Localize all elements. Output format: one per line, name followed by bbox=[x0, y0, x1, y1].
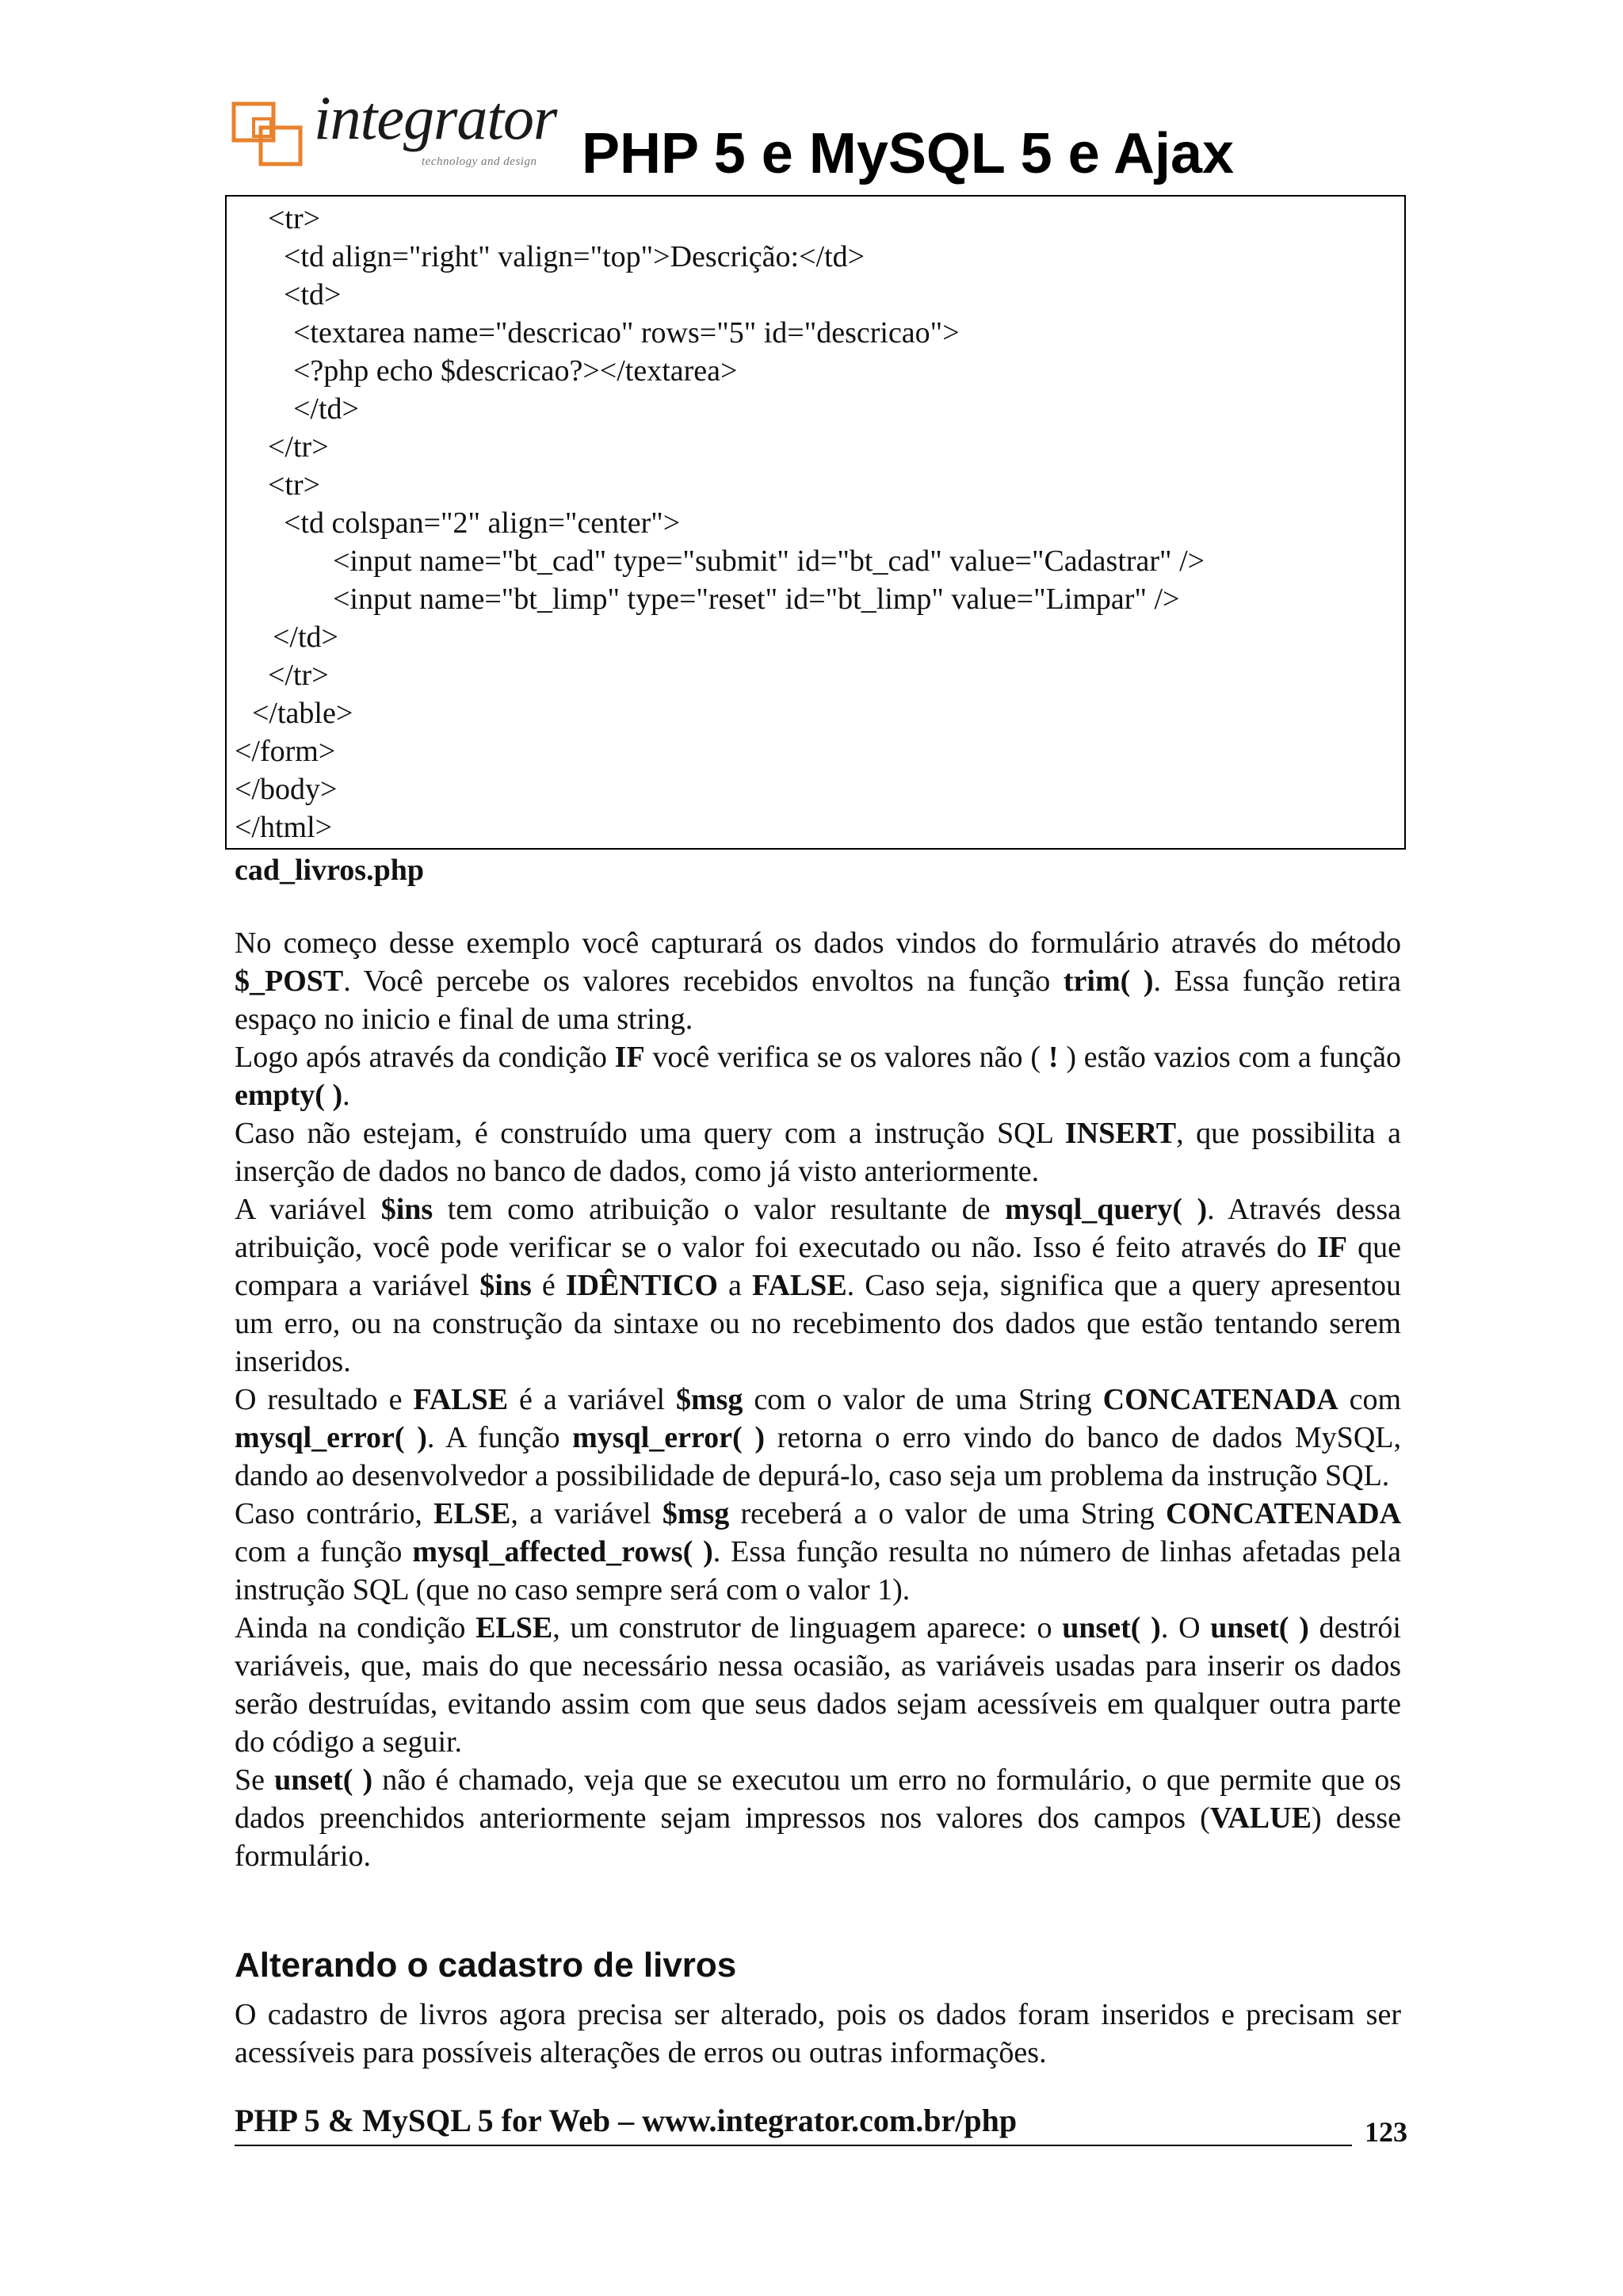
paragraph: O resultado e FALSE é a variável $msg com o valor de uma String CONCATENADA com mysql_error( ). A função mysql_error( ) retorna o erro vindo do banco de dados MySQL, dando ao desenvolvedor a possibilidade de depurá-lo, caso seja um problema da instrução SQL. bbox=[235, 1383, 1402, 1492]
logo-squares-icon bbox=[231, 101, 304, 168]
code-line: <textarea name="descricao" rows="5" id="descricao"> bbox=[293, 316, 960, 350]
paragraph: Se unset( ) não é chamado, veja que se executou um erro no formulário, o que permite que os dados preenchidos anteriormente sejam impressos nos valores dos campos (VALUE) desse formulário. bbox=[235, 1763, 1402, 1873]
paragraph: No começo desse exemplo você capturará os dados vindos do formulário através do método $_POST. Você percebe os valores recebidos envoltos na função trim( ). Essa função retira espaço no inicio e final de uma string. bbox=[235, 926, 1401, 1036]
body-text bbox=[235, 924, 1401, 1875]
page-number: 123 bbox=[1365, 2116, 1407, 2148]
code-line: <td colspan="2" align="center"> bbox=[284, 506, 681, 540]
paragraph: Caso contrário, ELSE, a variável $msg receberá a o valor de uma String CONCATENADA com a função mysql_affected_rows( ). Essa função resulta no número de linhas afetadas pela instrução SQL (que no caso sempre será com o valor 1). bbox=[235, 1497, 1402, 1606]
code-line: </body> bbox=[235, 773, 338, 806]
code-line: </html> bbox=[235, 811, 333, 844]
page-footer bbox=[235, 2100, 1352, 2146]
code-line: <tr> bbox=[268, 468, 321, 502]
code-line: </td> bbox=[293, 392, 359, 426]
paragraph: Ainda na condição ELSE, um construtor de linguagem aparece: o unset( ). O unset( ) destrói variáveis, que, mais do que necessário nessa ocasião, as variáveis usadas para inserir os dados serão destruídas, evitando assim com que seus dados sejam acessíveis em qualquer outra parte do código a seguir. bbox=[235, 1611, 1401, 1759]
code-line: </table> bbox=[252, 697, 353, 730]
paragraph: Logo após através da condição IF você verifica se os valores não ( ! ) estão vazios com a função empty( ). bbox=[235, 1041, 1401, 1112]
code-line: <td align="right" valign="top">Descrição:</td> bbox=[284, 240, 865, 273]
footer-text: PHP 5 & MySQL 5 for Web – www.integrator.com.br/php bbox=[235, 2103, 1018, 2138]
code-line: </tr> bbox=[268, 430, 329, 464]
book-title: PHP 5 e MySQL 5 e Ajax bbox=[582, 122, 1235, 185]
section-heading: Alterando o cadastro de livros bbox=[235, 1946, 737, 1985]
logo-tagline: technology and design bbox=[422, 155, 537, 168]
integrator-logo bbox=[231, 83, 564, 181]
logo-wordmark: integrator bbox=[314, 83, 557, 152]
code-line: </tr> bbox=[268, 659, 329, 692]
file-name-caption: cad_livros.php bbox=[235, 854, 424, 887]
code-line: <td> bbox=[284, 278, 342, 311]
code-line: <input name="bt_limp" type="reset" id="bt_limp" value="Limpar" /> bbox=[333, 583, 1180, 616]
paragraph: Caso não estejam, é construído uma query com a instrução SQL INSERT, que possibilita a inserção de dados no banco de dados, como já visto anteriormente. bbox=[235, 1117, 1401, 1188]
code-line: <tr> bbox=[268, 202, 321, 235]
code-line: </form> bbox=[235, 735, 336, 768]
code-line: <input name="bt_cad" type="submit" id="bt_cad" value="Cadastrar" /> bbox=[333, 544, 1205, 578]
section-paragraph: O cadastro de livros agora precisa ser alterado, pois os dados foram inseridos e precisam ser acessíveis para possíveis alterações de erros ou outras informações. bbox=[235, 1998, 1401, 2069]
paragraph: A variável $ins tem como atribuição o valor resultante de mysql_query( ). Através dessa atribuição, você pode verificar se o valor foi executado ou não. Isso é feito através do IF que compara a variável $ins é IDÊNTICO a FALSE. Caso seja, significa que a query apresentou um erro, ou na construção da sintaxe ou no recebimento dos dados que estão tentando serem inseridos. bbox=[235, 1193, 1402, 1378]
page-header bbox=[231, 83, 1403, 193]
code-line: </td> bbox=[273, 621, 338, 654]
code-listing bbox=[225, 195, 1406, 850]
code-line: <?php echo $descricao?></textarea> bbox=[293, 354, 738, 388]
